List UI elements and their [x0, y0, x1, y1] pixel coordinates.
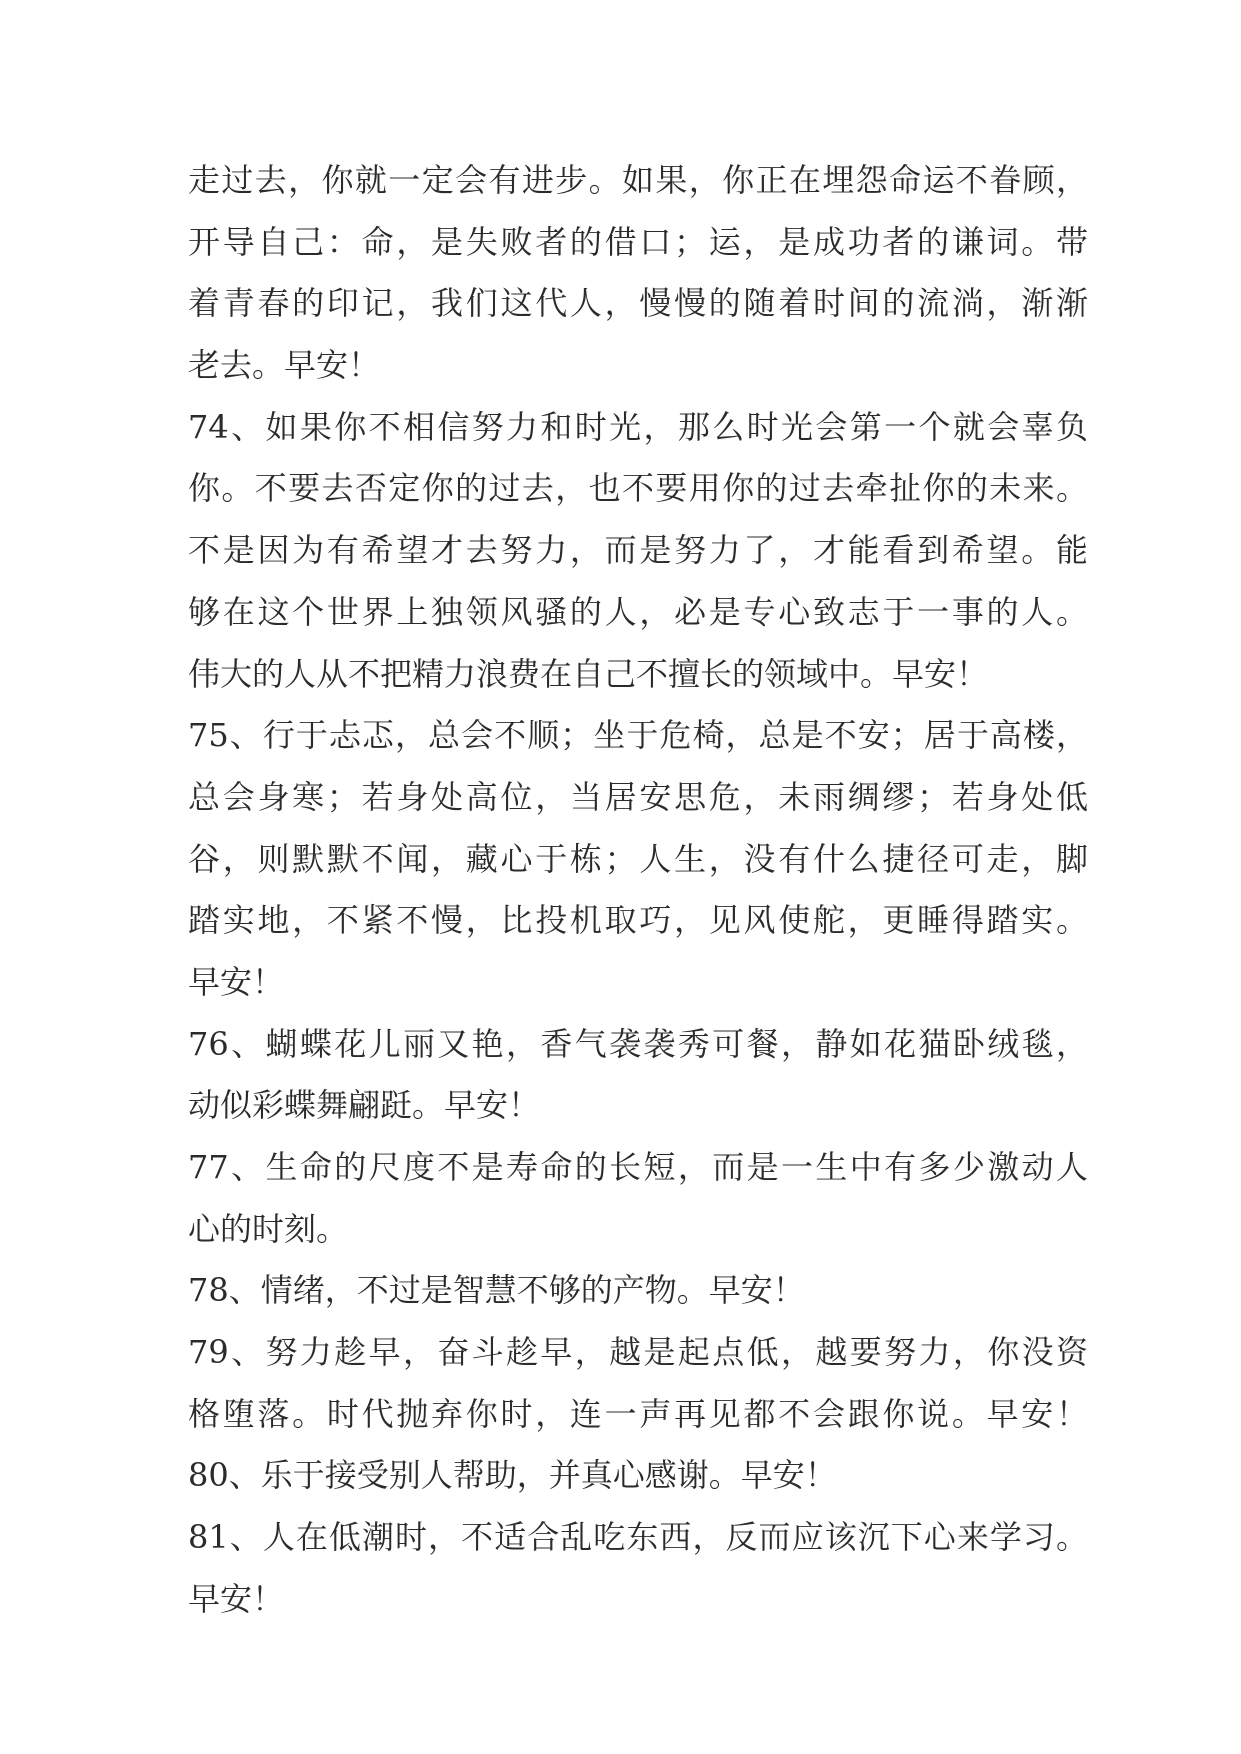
- text-line: 总会身寒；若身处高位，当居安思危，未雨绸缪；若身处低: [188, 777, 1088, 816]
- text-line: 动似彩蝶舞翩跹。早安！: [188, 1086, 541, 1125]
- text-line: 你。不要去否定你的过去，也不要用你的过去牵扯你的未来。: [188, 469, 1088, 508]
- text-line: 78、情绪，不过是智慧不够的产物。早安！: [188, 1271, 805, 1310]
- text-line: 80、乐于接受别人帮助，并真心感谢。早安！: [188, 1456, 837, 1495]
- text-line: 不是因为有希望才去努力，而是努力了，才能看到希望。能: [188, 531, 1088, 570]
- document-body: [188, 150, 1088, 1631]
- text-line: 够在这个世界上独领风骚的人，必是专心致志于一事的人。: [188, 592, 1088, 631]
- text-line: 老去。早安！: [188, 346, 381, 385]
- text-line: 着青春的印记，我们这代人，慢慢的随着时间的流淌，渐渐: [188, 284, 1088, 323]
- text-line: 格堕落。时代抛弃你时，连一声再见都不会跟你说。早安！: [188, 1394, 1088, 1433]
- text-line: 伟大的人从不把精力浪费在自己不擅长的领域中。早安！: [188, 654, 989, 693]
- text-line: 早安！: [188, 1579, 285, 1618]
- text-line: 79、努力趁早，奋斗趁早，越是起点低，越要努力，你没资: [188, 1333, 1088, 1372]
- text-line: 心的时刻。: [188, 1209, 349, 1248]
- text-line: 81、人在低潮时，不适合乱吃东西，反而应该沉下心来学习。: [188, 1518, 1088, 1557]
- text-line: 走过去，你就一定会有进步。如果，你正在埋怨命运不眷顾，: [188, 161, 1088, 199]
- text-line: 74、如果你不相信努力和时光，那么时光会第一个就会辜负: [188, 407, 1088, 446]
- text-line: 早安！: [188, 962, 285, 1001]
- text-line: 谷，则默默不闻，藏心于栋；人生，没有什么捷径可走，脚: [188, 839, 1088, 878]
- text-line: 76、蝴蝶花儿丽又艳，香气袭袭秀可餐，静如花猫卧绒毯，: [188, 1024, 1088, 1063]
- text-line: 踏实地，不紧不慢，比投机取巧，见风使舵，更睡得踏实。: [188, 901, 1088, 940]
- text-line: 77、生命的尺度不是寿命的长短，而是一生中有多少激动人: [188, 1148, 1088, 1186]
- text-line: 75、行于忐忑，总会不顺；坐于危椅，总是不安；居于高楼，: [188, 716, 1088, 755]
- text-line: 开导自己：命，是失败者的借口；运，是成功者的谦词。带: [188, 222, 1088, 261]
